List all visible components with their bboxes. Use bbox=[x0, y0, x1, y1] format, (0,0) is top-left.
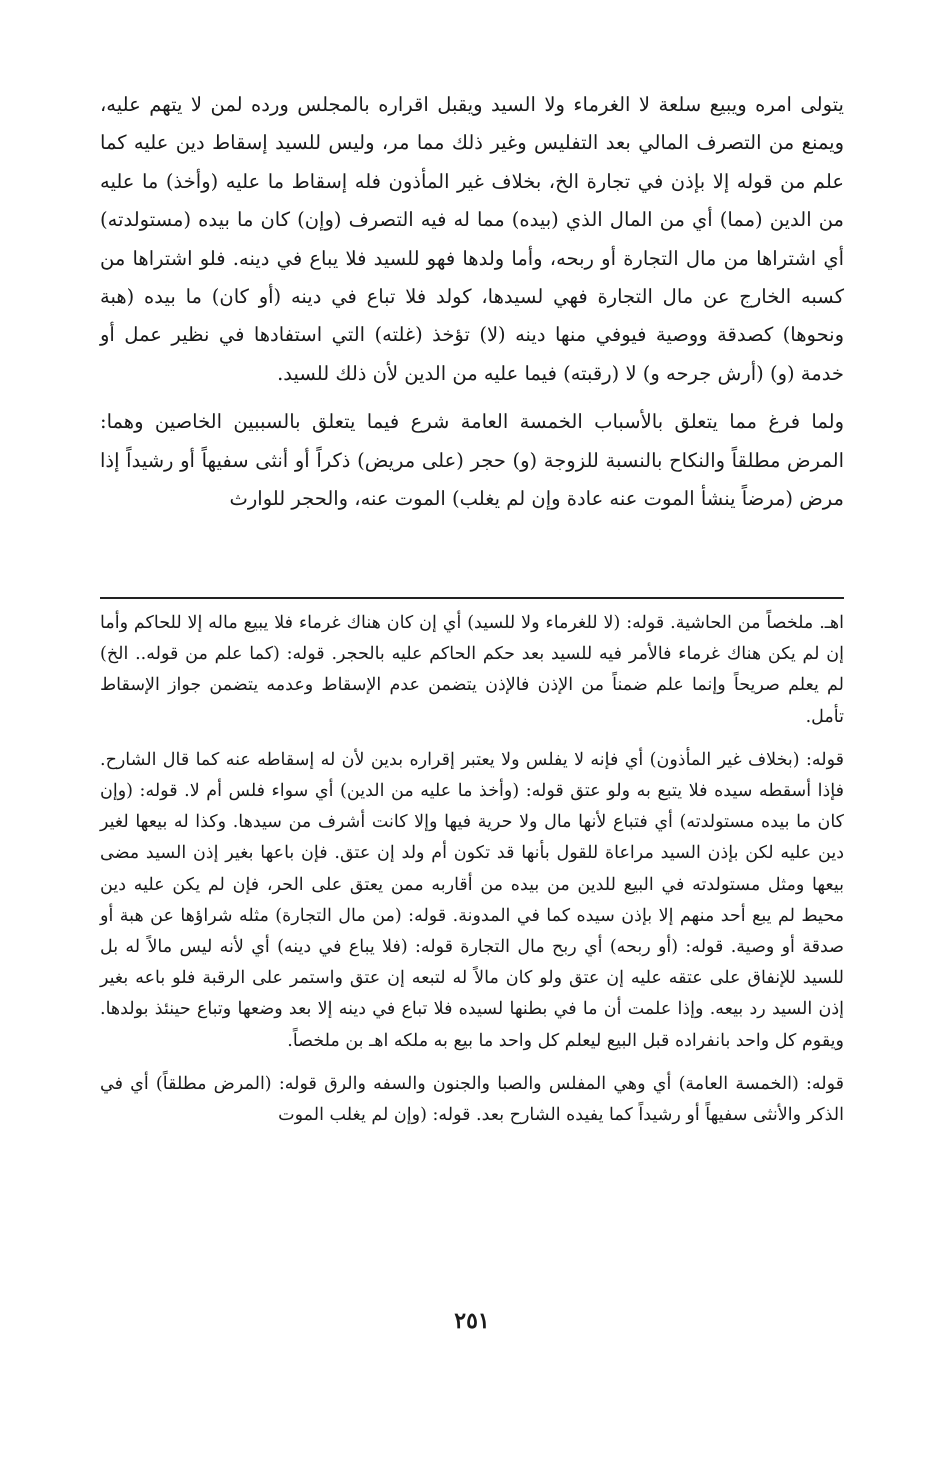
page-number: ٢٥١ bbox=[454, 1308, 490, 1334]
main-paragraph: ولما فرغ مما يتعلق بالأسباب الخمسة العامة شرع فيما يتعلق بالسببين الخاصين وهما: المرض مطلقاً والنكاح بالنسبة للزوجة (و) حجر (على مريض) ذكراً أو أنثى سفيهاً أو رشيداً إذا مرض (مرضاً ينشأ الموت عنه عادة وإن لم يغلب) الموت عنه، والحجر للوارث bbox=[100, 410, 844, 511]
main-text-block bbox=[100, 86, 844, 518]
footnote-paragraph: قوله: (بخلاف غير المأذون) أي فإنه لا يفلس ولا يعتبر إقراره بدين لأن له إسقاطه عنه كما قال الشارح. فإذا أسقطه سيده فلا يتبع به ولو عتق قوله: (وأخذ ما عليه من الدين) أي سواء فلس أم لا. قوله: (وإن كان ما بيده مستولدته) أي فتباع لأنها مال ولا حرية فيها وإلا كانت أشرف من سيدها. وكذا له بيعها لغير دين عليه لكن بإذن السيد مراعاة للقول بأنها قد تكون أم ولد إن عتق. فإن باعها بغير إذن السيد مضى بيعها ومثل مستولدته في البيع للدين من بيده من أقاربه ممن يعتق على الحر، فإن لم يكن عليه دين محيط لم يبع أحد منهم إلا بإذن سيده كما في المدونة. قوله: (من مال التجارة) مثله شراؤها عن هبة أو صدقة أو وصية. قوله: (أو ربحه) أي ربح مال التجارة قوله: (فلا يباع في دينه) أي لأنه ليس مالاً له بل للسيد للإنفاق على عتقه عليه إن عتق ولو كان مالاً له لتبعه إن عتق واستمر على الرقبة فلو باعه بغير إذن السيد رد بيعه. وإذا علمت أن ما في بطنها لسيده فلا تباع في دينه إلا بعد وضعها وتباع حينئذ بولدها. ويقوم كل واحد بانفراده قبل البيع ليعلم كل واحد ما بيع به ملكه اهـ بن ملخصاً. bbox=[100, 749, 844, 1051]
footnotes-block bbox=[100, 608, 844, 1131]
main-paragraph: يتولى امره ويبيع سلعة لا الغرماء ولا السيد ويقبل اقراره بالمجلس ورده لمن لا يتهم عليه، ويمنع من التصرف المالي بعد التفليس وغير ذلك مما مر، وليس للسيد إسقاط دين عليه كما علم من قوله إلا بإذن في تجارة الخ، بخلاف غير المأذون فله إسقاط ما عليه (وأخذ) ما عليه من الدين (مما) أي من المال الذي (بيده) مما له فيه التصرف (وإن) كان ما بيده (مستولدته) أي اشتراها من مال التجارة أو ربحه، وأما ولدها فهو للسيد فلا يباع في دينه. فلو اشتراها من كسبه الخارج عن مال التجارة فهي لسيدها، كولد فلا تباع في دينه (أو كان) ما بيده (هبة ونحوها) كصدقة ووصية فيوفي منها دينه (لا) تؤخذ (غلته) التي استفادها في نظير عمل أو خدمة (و) (أرش جرحه و) لا (رقبته) فيما عليه من الدين لأن ذلك للسيد. bbox=[100, 93, 844, 385]
footnote-paragraph: قوله: (الخمسة العامة) أي وهي المفلس والصبا والجنون والسفه والرق قوله: (المرض مطلقاً) أي في الذكر والأنثى سفيهاً أو رشيداً كما يفيده الشارح بعد. قوله: (وإن لم يغلب الموت bbox=[100, 1073, 844, 1126]
footnote-paragraph: اهـ. ملخصاً من الحاشية. قوله: (لا للغرماء ولا للسيد) أي إن كان هناك غرماء فلا يبيع ماله إلا للحاكم وأما إن لم يكن هناك غرماء فالأمر فيه للسيد بعد حكم الحاكم عليه بالحجر. قوله: (كما علم من قوله.. الخ) لم يعلم صريحاً وإنما علم ضمناً من الإذن فالإذن يتضمن عدم الإسقاط وعدمه يتضمن جواز الإسقاط تأمل. bbox=[100, 613, 844, 727]
footnote-divider bbox=[100, 597, 844, 599]
